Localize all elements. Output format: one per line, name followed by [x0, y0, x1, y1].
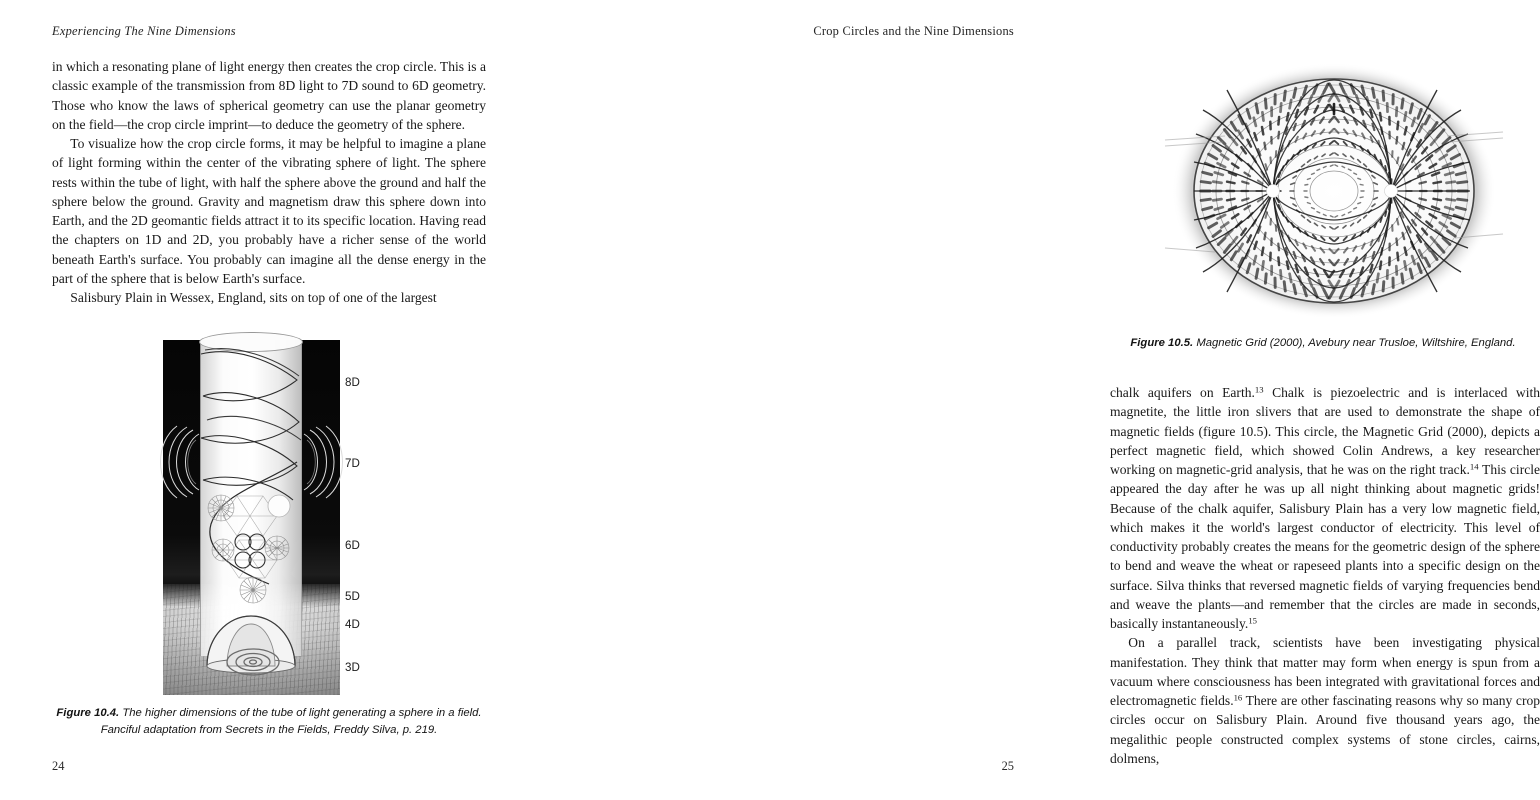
text-run: There are other fascinating reasons why so many crop circles occur on Salisbury Plain. Around five thousand years ago, the megalithic people constructed complex systems of stone circles, cairns, dolmens, — [1110, 693, 1540, 766]
tube-top-ellipse — [199, 332, 303, 352]
text-run: On a parallel track, scientists have been investigating physical manifestation. They think that matter may form when energy is spun from a vacuum where consciousness has been integrated with gravitational forces and electromagnetic fields. — [1110, 635, 1540, 708]
right-body-text — [1110, 383, 1540, 768]
figure-10-4-number: Figure 10.4. — [56, 707, 120, 719]
page-number-left: 24 — [52, 759, 65, 773]
paragraph: Salisbury Plain in Wessex, England, sits on top of one of the largest — [70, 290, 437, 305]
tube-of-light — [200, 340, 302, 656]
page-number-right: 25 — [1001, 759, 1014, 773]
paragraph — [1110, 383, 1540, 633]
running-head-right: Crop Circles and the Nine Dimensions — [813, 24, 1014, 38]
figure-10-5-caption-text: Magnetic Grid (2000), Avebury near Trusloe, Wiltshire, England. — [1196, 337, 1516, 349]
left-page — [0, 0, 533, 800]
dimension-label-6d: 6D — [345, 539, 360, 552]
footnote-marker-14: 14 — [1469, 461, 1479, 472]
figure-10-4-caption-line2: Fanciful adaptation from Secrets in the Fields, Freddy Silva, p. 219. — [100, 723, 438, 736]
dimension-label-4d: 4D — [345, 618, 360, 631]
left-body-text — [52, 57, 486, 307]
figure-10-4-caption — [48, 705, 490, 738]
figure-10-4-image — [163, 340, 340, 695]
paragraph — [1110, 633, 1540, 768]
figure-10-5-number: Figure 10.5. — [1130, 337, 1194, 349]
running-head-left: Experiencing The Nine Dimensions — [52, 24, 236, 38]
figure-10-4-caption-line1: The higher dimensions of the tube of light generating a sphere in a field. — [122, 707, 482, 719]
footnote-marker-15: 15 — [1248, 615, 1257, 626]
footnote-marker-13: 13 — [1254, 384, 1264, 395]
dimension-label-5d: 5D — [345, 590, 360, 603]
dimension-label-3d: 3D — [345, 661, 360, 674]
figure-10-5-image — [1165, 52, 1503, 330]
dimension-label-7d: 7D — [345, 457, 360, 470]
paragraph: in which a resonating plane of light energy then creates the crop circle. This is a classic example of the transmission from 8D light to 7D sound to 6D geometry. Those who know the laws of spherical geometry can use the planar geometry on the field—the crop circle imprint—to deduce the geometry of the sphere. — [52, 59, 486, 132]
right-page — [533, 0, 1540, 800]
dimension-label-8d: 8D — [345, 376, 360, 389]
text-run: Chalk is piezoelectric and is interlaced with magnetite, the little iron slivers that are used to demonstrate the shape of magnetic fields (figure 10.5). This circle, the Magnetic Grid (2000), depicts a perfect magnetic field, which showed Colin Andrews, a key researcher working on magnetic-grid analysis, that he was on the right track. — [1110, 385, 1540, 477]
figure-10-5-caption — [1108, 335, 1538, 352]
text-run: chalk aquifers on Earth. — [1110, 385, 1255, 400]
footnote-marker-16: 16 — [1233, 692, 1243, 703]
dimension-label-list — [345, 340, 385, 695]
text-run: This circle appeared the day after he was up all night thinking about magnetic grids! Because of the chalk aquifer, Salisbury Plain has a very low magnetic field, which makes it the world's largest conductor of electricity. This level of conductivity probably creates the means for the geometric design of the sphere to bend and weave the wheat or rapeseed plants into a specific design on the surface. Silva thinks that reversed magnetic fields of varying frequencies bend and weave the plants—and remember that the circles are made in seconds, basically instantaneously. — [1110, 462, 1540, 631]
paragraph: To visualize how the crop circle forms, it may be helpful to imagine a plane of light forming within the center of the vibrating sphere of light. The sphere rests within the tube of light, with half the sphere above the ground and half the sphere below the ground. Gravity and magnetism draw this sphere down into Earth, and the 2D geomantic fields attract it to its specific location. Having read the chapters on 1D and 2D, you probably have a richer sense of the world beneath Earth's surface. You probably can imagine all the dense energy in the part of the sphere that is below Earth's surface. — [52, 136, 486, 286]
